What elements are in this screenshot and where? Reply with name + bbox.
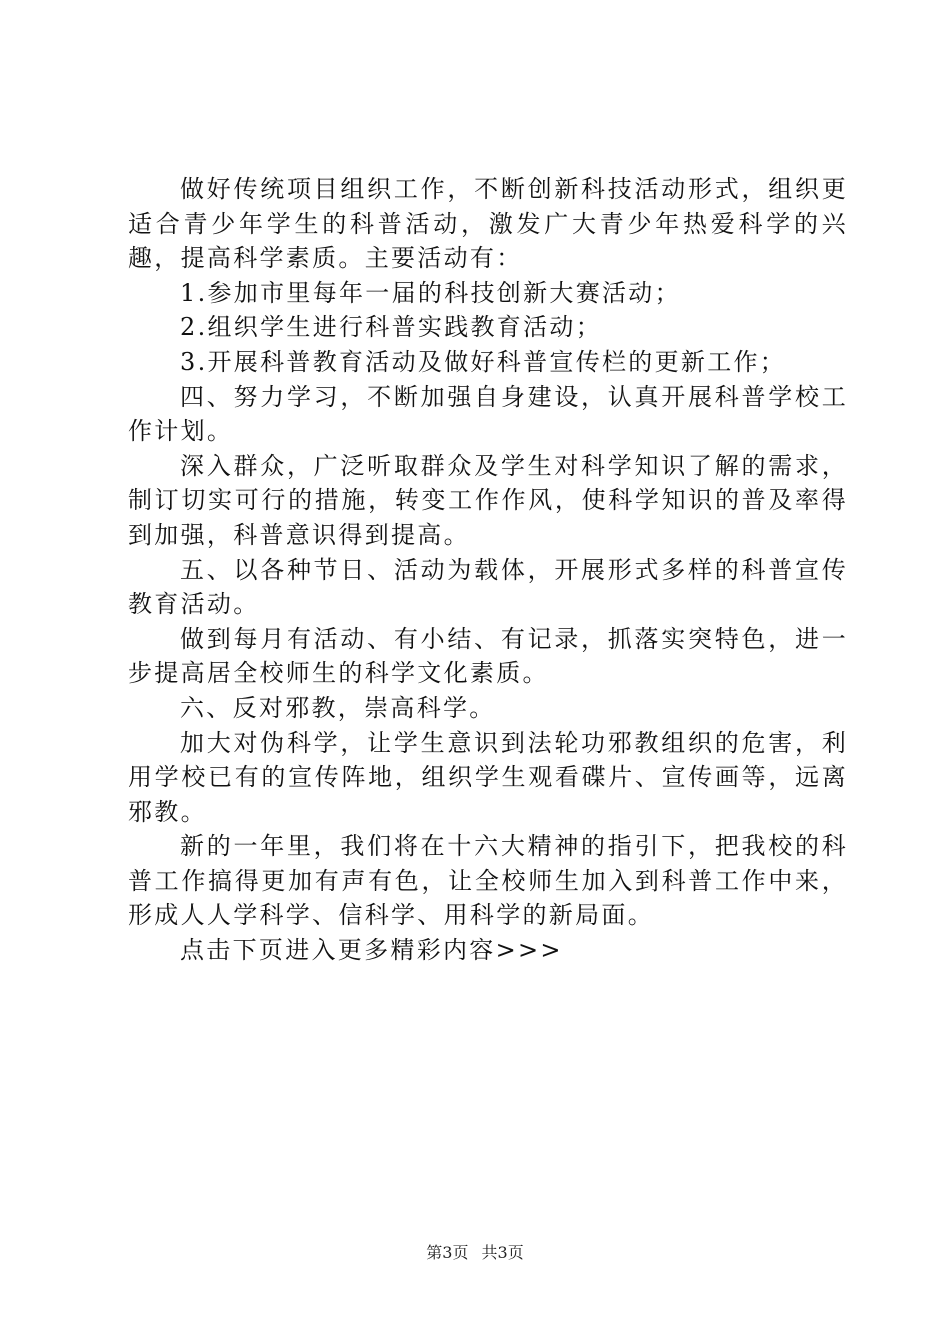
document-body	[128, 172, 848, 968]
page-total: 共3页	[481, 1243, 524, 1262]
list-item-3: 3.开展科普教育活动及做好科普宣传栏的更新工作；	[180, 347, 787, 376]
section-heading-5: 五、以各种节日、活动为载体，开展形式多样的科普宣传教育活动。	[128, 555, 848, 619]
section-heading-6: 六、反对邪教，崇高科学。	[180, 693, 496, 722]
list-item-2: 2.组织学生进行科普实践教育活动；	[180, 313, 602, 342]
closing-paragraph: 新的一年里，我们将在十六大精神的指引下，把我校的科普工作搞得更加有声有色，让全校师生加入到科普工作中来，形成人人学科学、信科学、用科学的新局面。	[128, 832, 848, 930]
section-5-paragraph: 做到每月有活动、有小结、有记录，抓落实突特色，进一步提高居全校师生的科学文化素质。	[128, 624, 848, 688]
section-4-paragraph: 深入群众，广泛听取群众及学生对科学知识了解的需求，制订切实可行的措施，转变工作作风，使科学知识的普及率得到加强，科普意识得到提高。	[128, 451, 848, 549]
next-page-link[interactable]: 点击下页进入更多精彩内容>>>	[180, 936, 563, 965]
intro-paragraph: 做好传统项目组织工作，不断创新科技活动形式，组织更适合青少年学生的科普活动，激发广大青少年热爱科学的兴趣，提高科学素质。主要活动有：	[128, 175, 848, 273]
section-heading-4: 四、努力学习，不断加强自身建设，认真开展科普学校工作计划。	[128, 382, 848, 446]
list-item-1: 1.参加市里每年一届的科技创新大赛活动；	[180, 278, 681, 307]
page-footer	[0, 1243, 950, 1263]
page-number: 第3页	[426, 1243, 469, 1262]
section-6-paragraph: 加大对伪科学，让学生意识到法轮功邪教组织的危害，利用学校已有的宣传阵地，组织学生观看碟片、宣传画等，远离邪教。	[128, 728, 848, 826]
